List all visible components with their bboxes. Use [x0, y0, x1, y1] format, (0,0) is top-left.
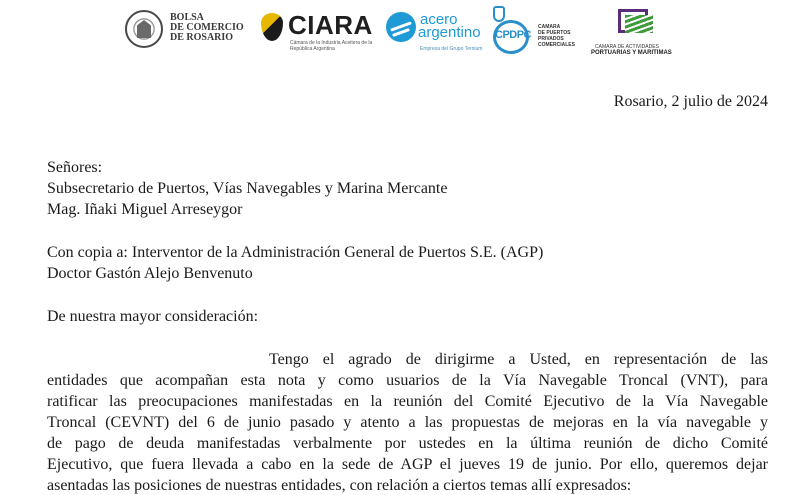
globe-icon: [386, 12, 416, 42]
recipient-line-1: Subsecretario de Puertos, Vías Navegables y Marina Mercante: [47, 180, 448, 197]
bcr-logo-text: BOLSA DE COMERCIO DE ROSARIO: [170, 12, 244, 43]
cc-line-1: Con copia a: Interventor de la Administración General de Puertos S.E. (AGP): [47, 244, 544, 261]
ports-logo-line1: CAMARA DE ACTIVIDADES: [595, 44, 659, 50]
ports-logo-line2: PORTUARIAS Y MARITIMAS: [591, 50, 672, 56]
cpdpc-logo-text: CAMARA DE PUERTOS PRIVADOS COMERCIALES: [538, 24, 575, 48]
acero-logo-word1: acero: [420, 11, 458, 28]
seal-icon: [125, 10, 163, 48]
ciara-logo-name: CIARA: [288, 10, 373, 40]
paragraph-line: Ejecutivo, que fuera llevada a cabo en la sede de AGP el jueves 19 de junio. Por ello, queremos dejar: [47, 456, 768, 473]
cpdpc-logo-letters: CPDPC: [495, 29, 532, 41]
paragraph-line: de pago de deuda manifestadas verbalmente por ustedes en la última reunión de dicho Comité: [47, 435, 768, 452]
paragraph-line: asentadas las posiciones de nuestras entidades, con relación a ciertos temas allí expresados:: [47, 477, 632, 494]
salutation: Señores:: [47, 159, 103, 176]
paragraph-line: entidades que acompañan esta nota y como usuarios de la Vía Navegable Troncal (VNT), para: [47, 372, 768, 389]
drop-icon: [261, 13, 283, 41]
acero-logo-tagline: Empresa del Grupo Ternium: [420, 46, 483, 52]
ciara-logo-subtitle: Cámara de la Industria Aceitera de la República Argentina: [290, 40, 373, 52]
paragraph-line: Troncal (CEVNT) del 6 de junio pasado y atento a las propuestas de mejoras en la vía navegable y: [47, 414, 768, 431]
paragraph-line: Tengo el agrado de dirigirme a Usted, en representación de las: [269, 351, 768, 368]
greeting: De nuestra mayor consideración:: [47, 308, 259, 325]
bottle-ring-icon: [493, 6, 505, 22]
waves-square-icon: [618, 9, 654, 37]
acero-logo-word2: argentino: [418, 24, 481, 41]
paragraph-line: ratificar las preocupaciones manifestadas en la reunión del Comité Ejecutivo de la Vía Navegable: [47, 393, 768, 410]
place-date: Rosario, 2 julio de 2024: [613, 93, 768, 110]
recipient-line-2: Mag. Iñaki Miguel Arreseygor: [47, 201, 243, 218]
cc-line-2: Doctor Gastón Alejo Benvenuto: [47, 265, 253, 282]
